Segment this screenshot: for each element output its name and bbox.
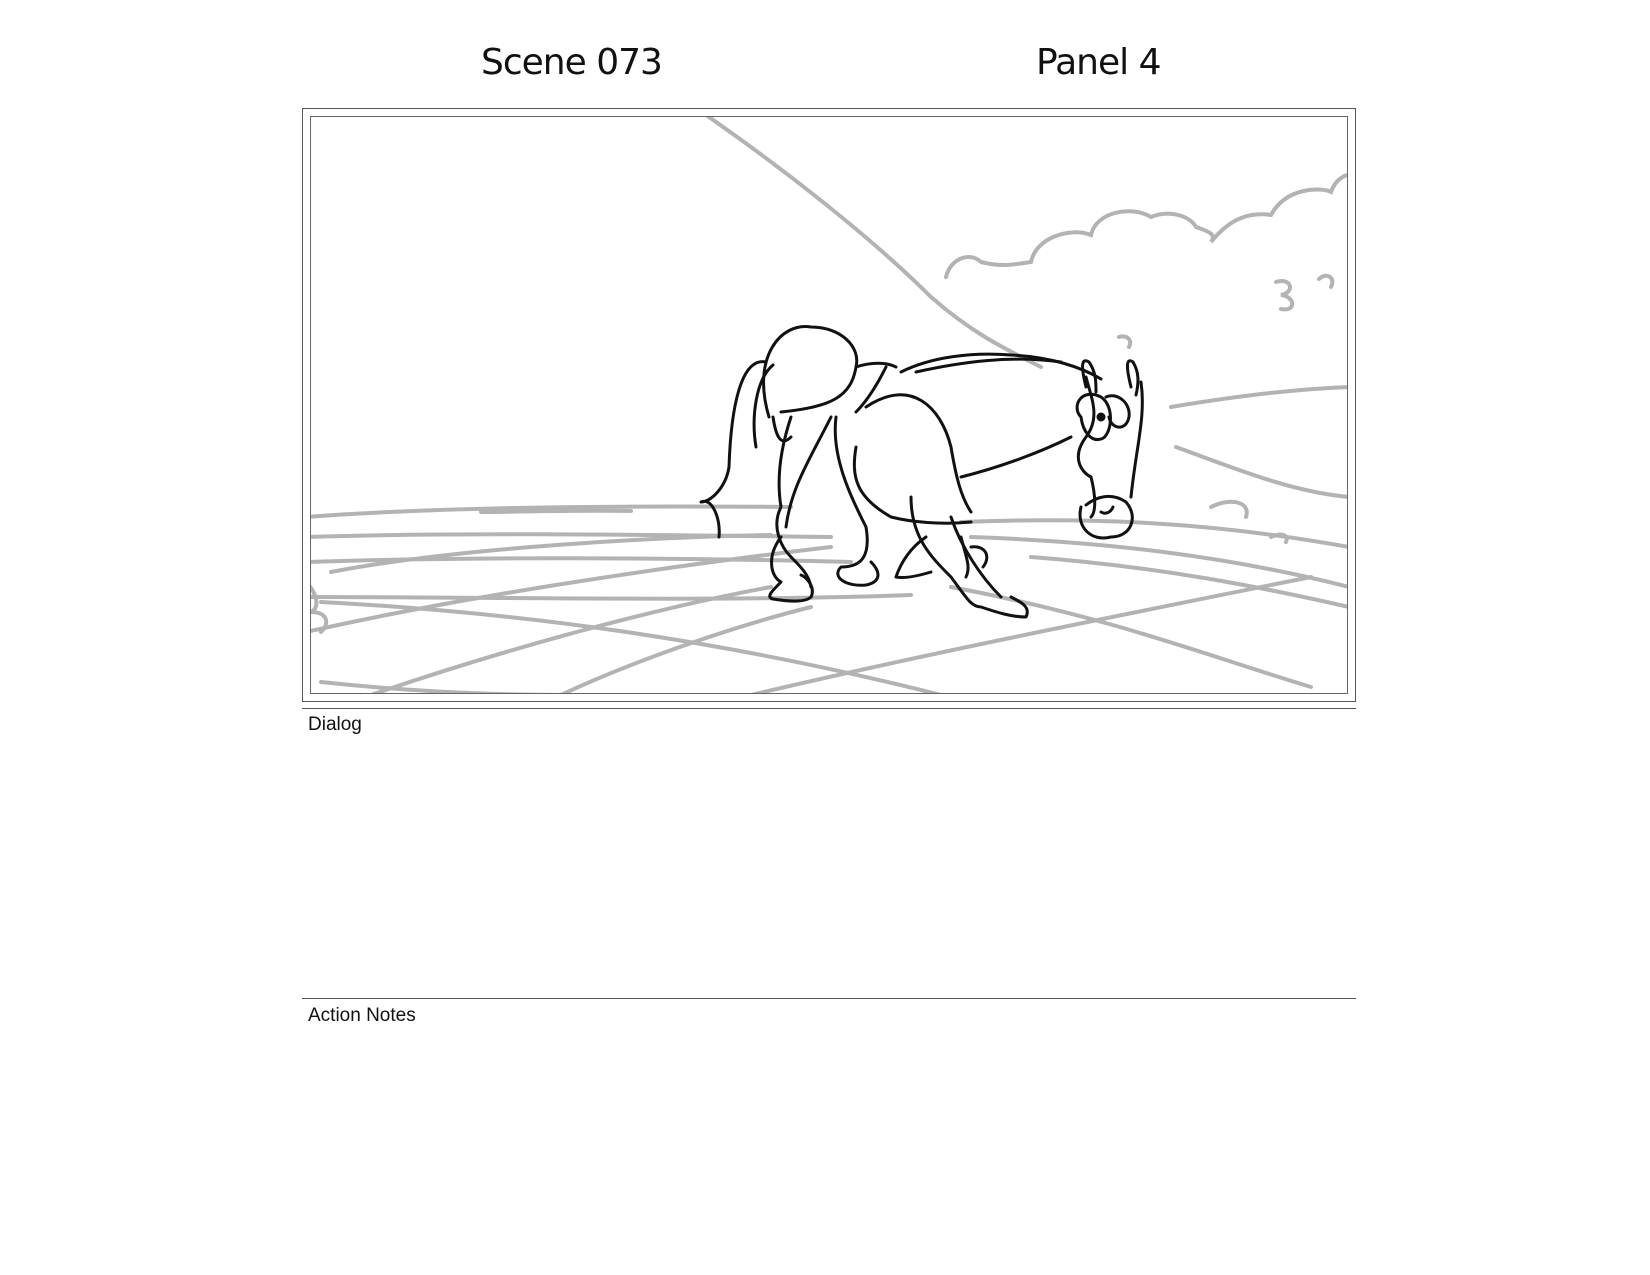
action-notes-label: Action Notes <box>308 1005 416 1026</box>
horse-sketch <box>701 327 1142 617</box>
storyboard-drawing <box>310 116 1348 694</box>
scene-number: Scene 073 <box>481 42 662 83</box>
dialog-divider <box>302 708 1356 709</box>
action-notes-divider <box>302 998 1356 999</box>
dialog-label: Dialog <box>308 714 362 735</box>
panel-number: Panel 4 <box>1036 42 1161 83</box>
background-sketch <box>311 117 1348 694</box>
